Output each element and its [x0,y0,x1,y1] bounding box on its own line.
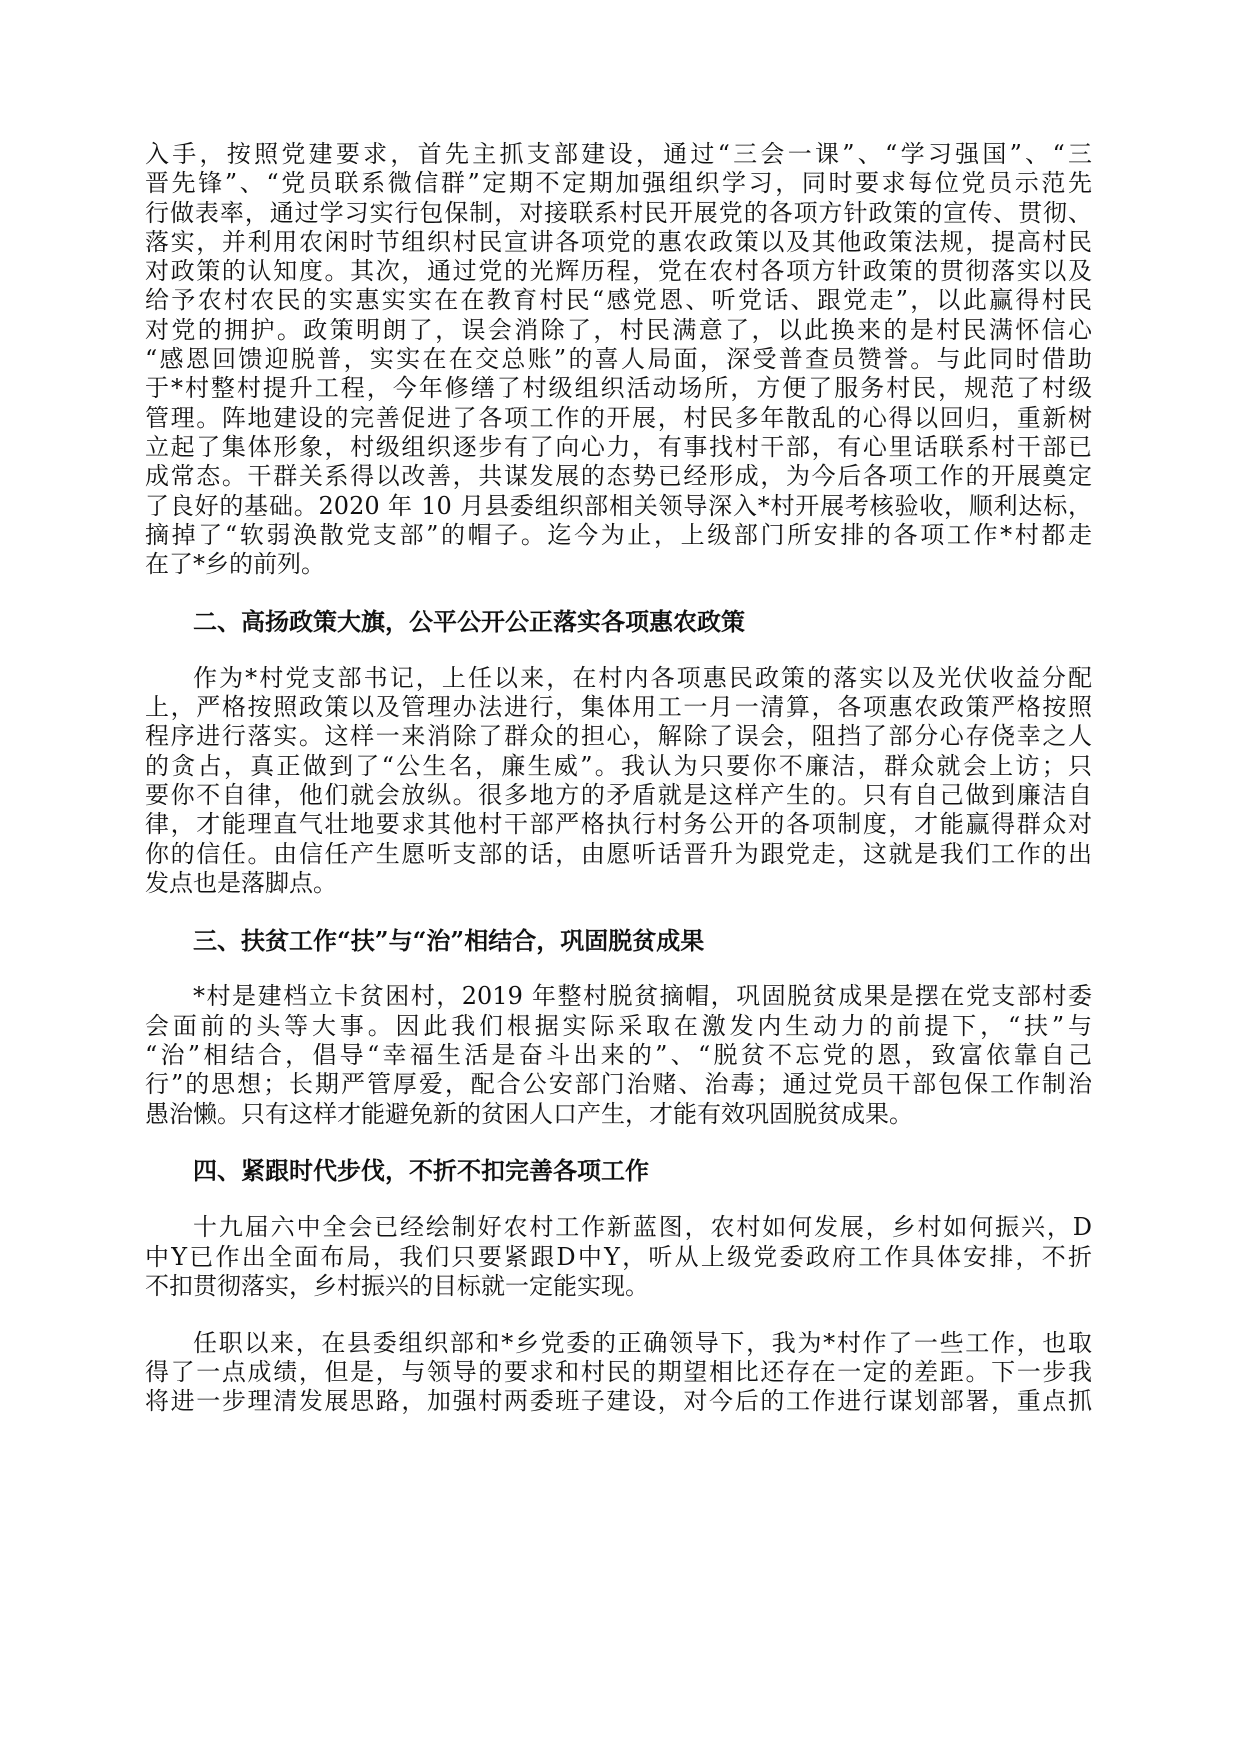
text-line: 将进一步理清发展思路，加强村两委班子建设，对今后的工作进行谋划部署，重点抓 [145,1387,1092,1416]
text-line: 于*村整村提升工程，今年修缮了村级组织活动场所，方便了服务村民，规范了村级 [145,374,1092,403]
text-line: 成常态。干群关系得以改善，共谋发展的态势已经形成，为今后各项工作的开展奠定 [145,462,1092,491]
text-line: 要你不自律，他们就会放纵。很多地方的矛盾就是这样产生的。只有自己做到廉洁自 [145,780,1092,809]
text-line: 你的信任。由信任产生愿听支部的话，由愿听话晋升为跟党走，这就是我们工作的出 [145,839,1092,868]
text-line: 管理。阵地建设的完善促进了各项工作的开展，村民多年散乱的心得以回归，重新树 [145,403,1092,432]
text-line: 十九届六中全会已经绘制好农村工作新蓝图，农村如何发展，乡村如何振兴，D [193,1213,1092,1242]
text-line: 立起了集体形象，村级组织逐步有了向心力，有事找村干部，有心里话联系村干部已 [145,432,1092,461]
section-4-heading: 四、紧跟时代步伐，不折不扣完善各项工作 [193,1156,649,1186]
text-line: 行”的思想；长期严管厚爱，配合公安部门治赌、治毒；通过党员干部包保工作制治 [145,1070,1092,1099]
text-line: “感恩回馈迎脱普，实实在在交总账”的喜人局面，深受普查员赞誉。与此同时借助 [145,345,1092,374]
closing-paragraph [145,1329,1092,1417]
text-line: *村是建档立卡贫困村，2019 年整村脱贫摘帽，巩固脱贫成果是摆在党支部村委 [193,982,1092,1011]
text-line: 对党的拥护。政策明朗了，误会消除了，村民满意了，以此换来的是村民满怀信心 [145,315,1092,344]
text-line: 落实，并利用农闲时节组织村民宣讲各项党的惠农政策以及其他政策法规，提高村民 [145,227,1092,256]
text-line: “治”相结合，倡导“幸福生活是奋斗出来的”、“脱贫不忘党的恩，致富依靠自己 [145,1041,1092,1070]
text-line: 上，严格按照政策以及管理办法进行，集体用工一月一清算，各项惠农政策严格按照 [145,693,1092,722]
text-line: 晋先锋”、“党员联系微信群”定期不定期加强组织学习，同时要求每位党员示范先 [145,169,1092,198]
text-line: 给予农村农民的实惠实实在在教育村民“感党恩、听党话、跟党走”，以此赢得村民 [145,286,1092,315]
text-line: 作为*村党支部书记，上任以来，在村内各项惠民政策的落实以及光伏收益分配 [193,663,1092,692]
text-line: 摘掉了“软弱涣散党支部”的帽子。迄今为止，上级部门所安排的各项工作*村都走 [145,520,1092,549]
text-line: 程序进行落实。这样一来消除了群众的担心，解除了误会，阻挡了部分心存侥幸之人 [145,722,1092,751]
text-line: 不扣贯彻落实，乡村振兴的目标就一定能实现。 [145,1271,649,1300]
text-line: 任职以来，在县委组织部和*乡党委的正确领导下，我为*村作了一些工作，也取 [193,1328,1092,1357]
text-line: 在了*乡的前列。 [145,550,325,579]
text-line: 会面前的头等大事。因此我们根据实际采取在激发内生动力的前提下，“扶”与 [145,1011,1092,1040]
section-2-paragraph [145,664,1092,898]
text-line: 中Y已作出全面布局，我们只要紧跟D中Y，听从上级党委政府工作具体安排，不折 [145,1242,1092,1271]
document-body [145,140,1092,1416]
text-line: 行做表率，通过学习实行包保制，对接联系村民开展党的各项方针政策的宣传、贯彻、 [145,198,1092,227]
section-4-paragraph [145,1213,1092,1301]
text-line: 了良好的基础。2020 年 10 月县委组织部相关领导深入*村开展考核验收，顺利达标， [145,491,1092,520]
text-line: 入手，按照党建要求，首先主抓支部建设，通过“三会一课”、“学习强国”、“三 [145,140,1092,168]
text-line: 律，才能理直气壮地要求其他村干部严格执行村务公开的各项制度，才能赢得群众对 [145,810,1092,839]
section-3-paragraph [145,982,1092,1128]
section-2-heading: 二、高扬政策大旗，公平公开公正落实各项惠农政策 [193,606,745,636]
text-line: 对政策的认知度。其次，通过党的光辉历程，党在农村各项方针政策的贯彻落实以及 [145,257,1092,286]
text-line: 的贪占，真正做到了“公生名，廉生威”。我认为只要你不廉洁，群众就会上访；只 [145,751,1092,780]
intro-paragraph [145,140,1092,579]
section-3-heading: 三、扶贫工作“扶”与“治”相结合，巩固脱贫成果 [193,925,705,955]
text-line: 得了一点成绩，但是，与领导的要求和村民的期望相比还存在一定的差距。下一步我 [145,1357,1092,1386]
text-line: 发点也是落脚点。 [145,868,337,897]
text-line: 愚治懒。只有这样才能避免新的贫困人口产生，才能有效巩固脱贫成果。 [145,1099,913,1128]
